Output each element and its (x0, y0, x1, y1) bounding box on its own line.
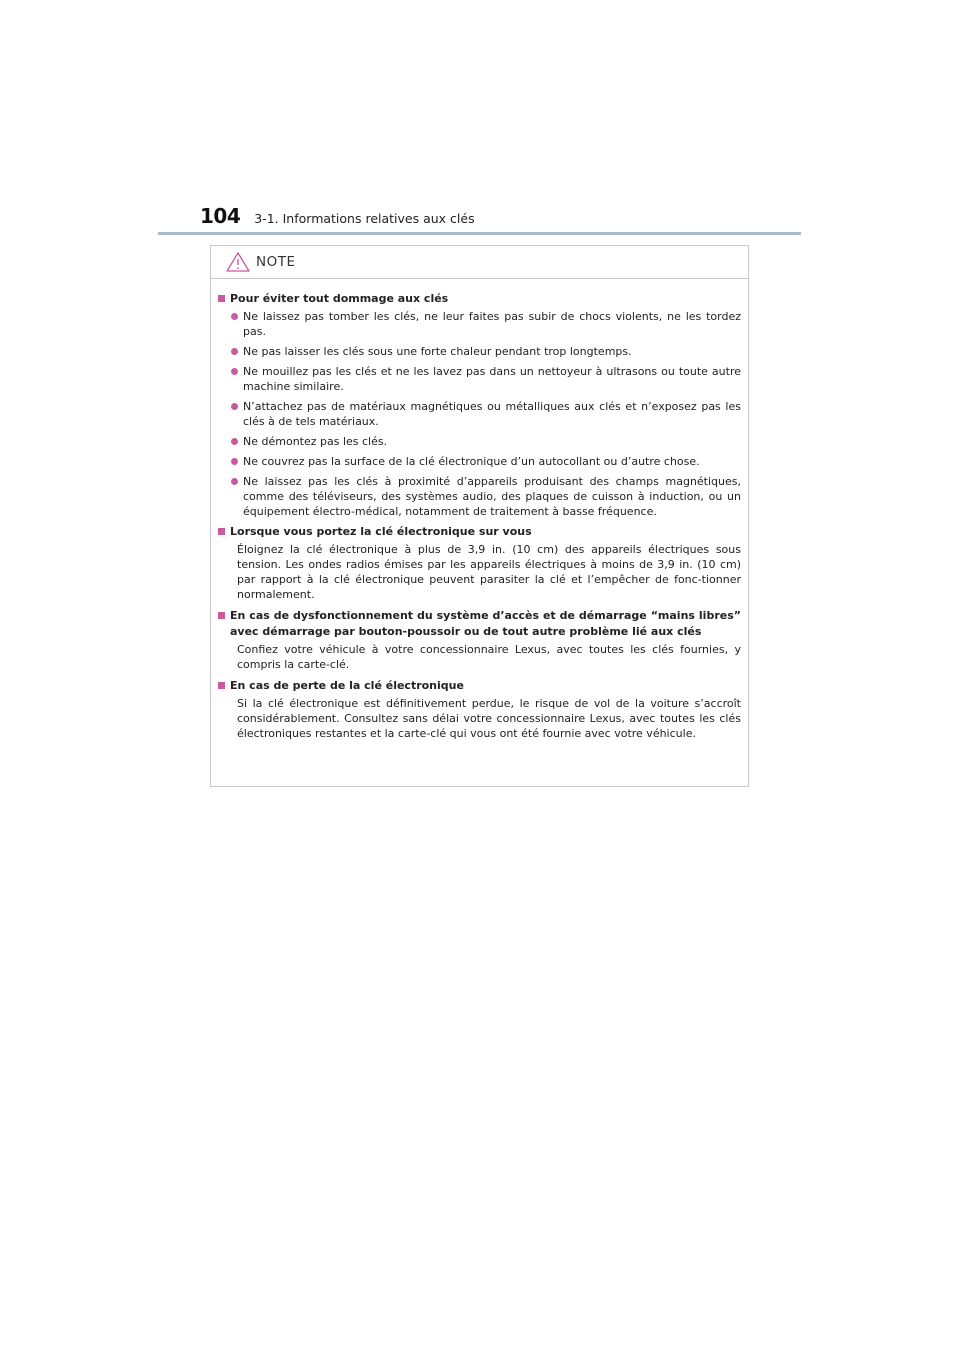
header-divider (158, 232, 801, 235)
round-bullet-icon (231, 438, 238, 445)
section-title: 3-1. Informations relatives aux clés (254, 211, 475, 226)
square-bullet-icon (218, 612, 225, 619)
note-section (218, 608, 741, 672)
section-heading: En cas de dysfonctionnement du système d’accès et de démarrage “mains libres” avec démarrage par bouton-poussoir ou de tout autre problème lié aux clés (218, 608, 741, 640)
note-body (211, 279, 748, 741)
note-header (211, 246, 748, 279)
section-heading: Lorsque vous portez la clé électronique sur vous (218, 524, 741, 540)
round-bullet-icon (231, 458, 238, 465)
page-number: 104 (200, 204, 241, 228)
section-paragraph: Confiez votre véhicule à votre concessionnaire Lexus, avec toutes les clés fournies, y compris la carte-clé. (237, 643, 741, 671)
page-header (200, 204, 475, 228)
square-bullet-icon (218, 528, 225, 535)
round-bullet-icon (231, 478, 238, 485)
square-bullet-icon (218, 682, 225, 689)
round-bullet-icon (231, 348, 238, 355)
list-item: Ne pas laisser les clés sous une forte chaleur pendant trop longtemps. (231, 344, 741, 359)
note-box (210, 245, 749, 787)
section-heading: Pour éviter tout dommage aux clés (218, 291, 741, 307)
note-title: NOTE (256, 254, 296, 270)
list-item: Ne laissez pas les clés à proximité d’appareils produisant des champs magnétiques, comme des téléviseurs, des systèmes audio, des plaques de cuisson à induction, ou un équipement électro-médical, notamment de traitement à basse fréquence. (231, 474, 741, 519)
list-item: Ne couvrez pas la surface de la clé électronique d’un autocollant ou d’autre chose. (231, 454, 741, 469)
round-bullet-icon (231, 313, 238, 320)
section-paragraph: Éloignez la clé électronique à plus de 3,9 in. (10 cm) des appareils électriques sous tension. Les ondes radios émises par les appareils électriques à moins de 3,9 in. (10 cm) par rapport à la clé électronique peuvent parasiter la clé et l’empêcher de fonc-tionner normalement. (237, 543, 741, 601)
square-bullet-icon (218, 295, 225, 302)
list-item: Ne démontez pas les clés. (231, 434, 741, 449)
list-item: Ne mouillez pas les clés et ne les lavez pas dans un nettoyeur à ultrasons ou toute autre machine similaire. (231, 364, 741, 394)
section-paragraph: Si la clé électronique est définitivement perdue, le risque de vol de la voiture s’accroît considérablement. Consultez sans délai votre concessionnaire Lexus, avec toutes les clés électroniques restantes et la carte-clé qui vous ont été fournie avec votre véhicule. (237, 697, 741, 740)
warning-triangle-icon (226, 252, 250, 272)
note-section (218, 291, 741, 519)
section-heading: En cas de perte de la clé électronique (218, 678, 741, 694)
list-item: Ne laissez pas tomber les clés, ne leur faites pas subir de chocs violents, ne les tordez pas. (231, 309, 741, 339)
round-bullet-icon (231, 403, 238, 410)
note-section (218, 678, 741, 741)
note-section (218, 524, 741, 602)
list-item: N’attachez pas de matériaux magnétiques ou métalliques aux clés et n’exposez pas les clés à de tels matériaux. (231, 399, 741, 429)
round-bullet-icon (231, 368, 238, 375)
